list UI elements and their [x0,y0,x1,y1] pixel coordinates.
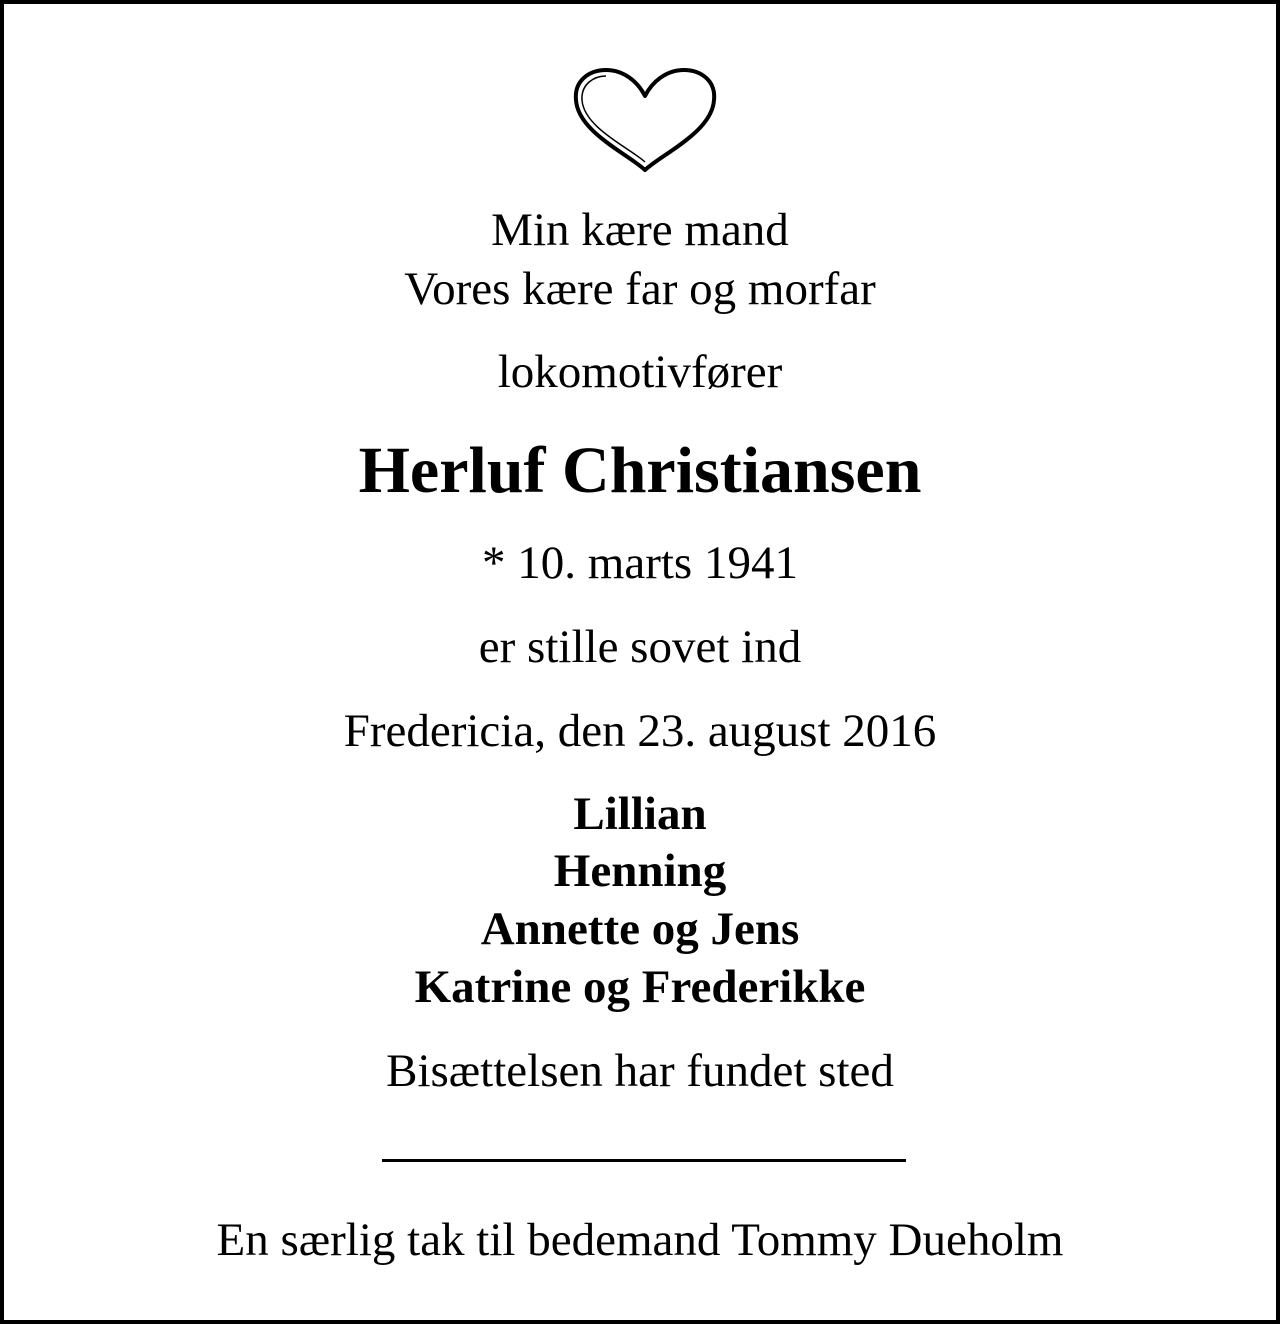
family-member: Lillian [573,788,707,840]
heart-outline-icon [570,66,720,174]
place-and-date: Fredericia, den 23. august 2016 [343,705,937,757]
family-member: Katrine og Frederikke [414,961,866,1013]
funeral-note: Bisættelsen har fundet sted [386,1045,894,1097]
greeting-line-2: Vores kære far og morfar [404,263,876,315]
divider-line [382,1159,906,1162]
greeting-line-1: Min kære mand [491,204,789,256]
family-member: Henning [553,845,727,897]
thanks-note: En særlig tak til bedemand Tommy Dueholm [216,1214,1064,1266]
deceased-name: Herluf Christiansen [358,434,922,507]
family-member: Annette og Jens [480,903,800,955]
occupation: lokomotivfører [497,346,783,398]
passed-away-text: er stille sovet ind [478,621,802,673]
birth-date: * 10. marts 1941 [482,537,798,589]
